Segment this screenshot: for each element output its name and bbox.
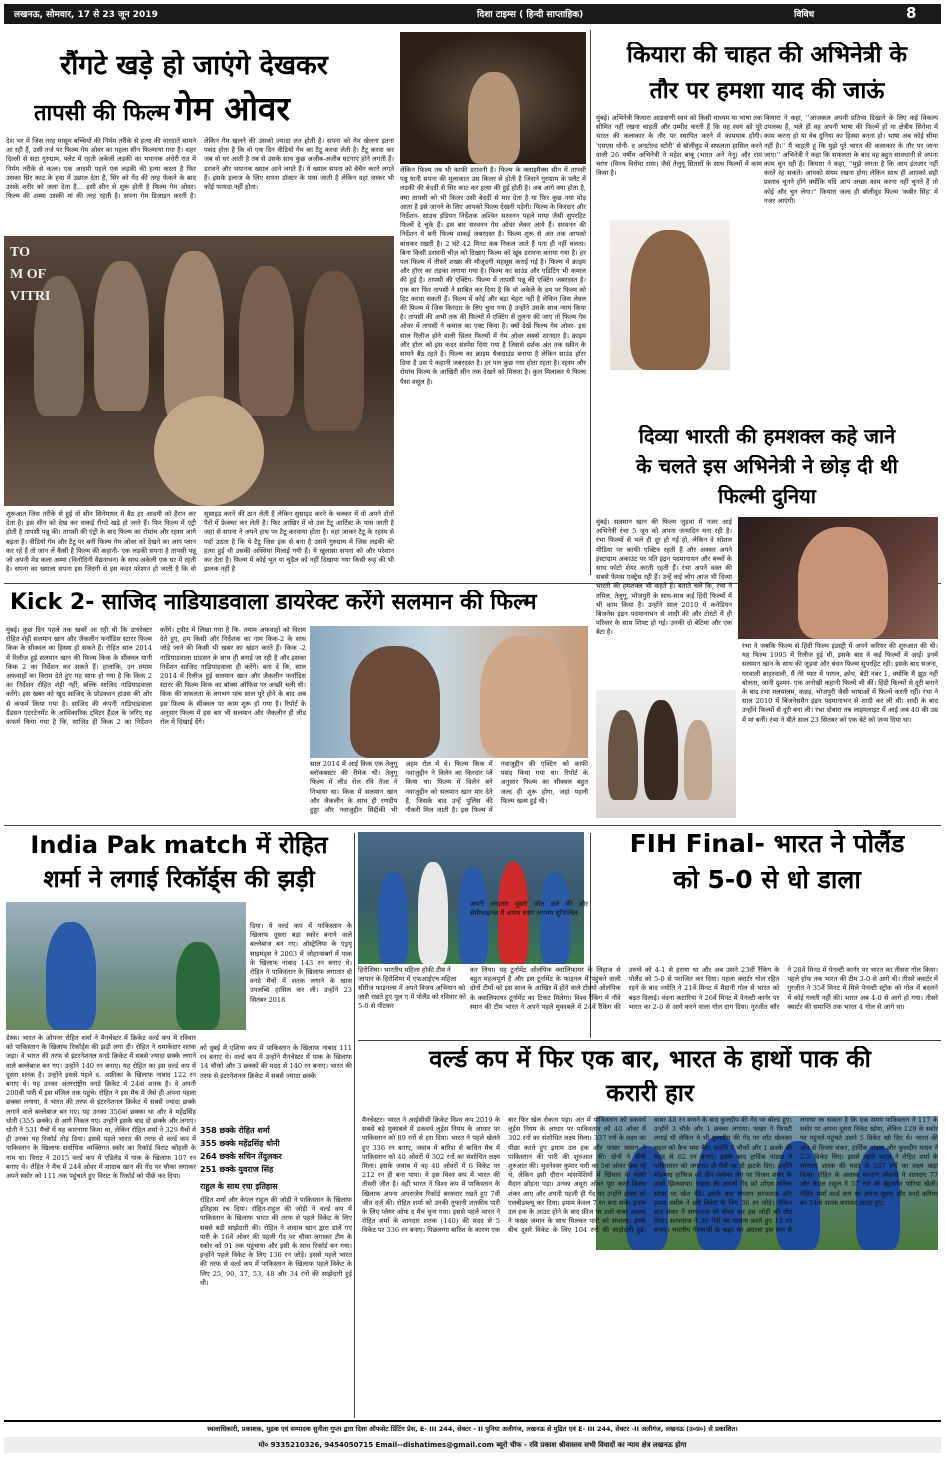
sixes-stat-3: 264 छक्के सचिन तेंदुलकर xyxy=(200,1152,282,1161)
section-rule xyxy=(4,825,941,826)
cast-figure xyxy=(154,396,264,506)
kiara-photo xyxy=(610,220,730,370)
section-name: विविध xyxy=(794,10,815,20)
page-number: 8 xyxy=(906,4,917,22)
sixes-stat-4: 251 छक्के युवराज सिंह xyxy=(200,1165,274,1174)
rambha-headline-2: के चलते इस अभिनेत्री ने छोड़ दी थी xyxy=(636,455,898,478)
rohit-body-side: दिया। ये वर्ल्ड कप में पाकिस्तान के खिलाफ दूसरा बड़ा स्कोर बनाने वाले बल्लेबाज बन गए। ऑस्ट्रेलिया के एंड्रयू साइमंड्स ने 2003 में जोहान्सबर्ग में पाक के खिलाफ नाबाद 143 रन बनाए थे। रोहित ने पाकिस्तान के खिलाफ लगातार दो वनडे मैचों में शतक लगाने के खास उपलब्धि हासिल कर ली। उन्होंने 23 सितंबर 2018 xyxy=(250,922,352,1004)
fih-body: कर लिया। यह टूर्नामेंट ओलंपिक क्वालिफायर के लिहाज से बहुत महत्वपूर्ण है और इस टूर्नामेंट के फाइनल में पहुंचने वाली दोनों टीमों को इस साल के आखिर में होने वाले टोक्यो ओलंपिक के क्वालिफायर टूर्नामेंट का टिकट मिलेगा। विश्व रैंकिंग में नौंवे स्थान की टीम भारत ने अपने पहले मुकाबले में 24वें रैंकिंग की उरुग्वे को 4-1 से हराया था और अब उसने 23वीं रैंकिंग के पोलैंड को 5-0 से पराजित कर दिया। पहला क्वार्टर गोल रहित रहने के बाद ज्योति ने 21वें मिनट में मैदानी गोल से भारत को बढ़त दिलाई। वंदना कटारिया ने 26वें मिनट में पेनल्टी कार्नर पर भारत का 2-0 से आगे करने वाला गोल दाग दिया। गुरजीत कौर ने 28वें मिनट में पेनल्टी कार्नर पर भारत का तीसरा गोल किया। पहले हॉफ तक भारत की टीम 3-0 से आगे थी। तीसरे क्वार्टर में गुरजीत ने 35वें मिनट में मिले पेनल्टी स्ट्रोक को गोल में बदलने में कोई गलती नहीं की। भारत अब 4-0 से आगे हो गया। तीसरे क्वार्टर की समाप्ति तक भारत 4 गोल से आगे था। xyxy=(470,966,938,1011)
player-figure xyxy=(378,872,408,964)
column-rule xyxy=(590,30,591,575)
taapsee-still-photo xyxy=(400,32,586,164)
fih-body-top-left: अपनी लगातार दूसरी जीत दर्ज की और सेमीफाइनल में अपना स्थान लगभग सुनिश्चित xyxy=(470,900,588,918)
rohit-headline-2: शर्मा ने लगाई रिकॉर्ड्स की झड़ी xyxy=(43,866,315,893)
family-figure xyxy=(644,700,678,800)
worldcup-headline-2: करारी हार xyxy=(606,1080,694,1107)
batsman-figure xyxy=(46,922,96,1030)
taapsee-headline-1: रौंगटे खड़े हो जाएंगे देखकर xyxy=(60,50,328,81)
player-figure xyxy=(418,862,448,964)
cast-figure xyxy=(239,266,294,416)
rambha-family-photo xyxy=(596,690,736,818)
actress-figure xyxy=(468,72,520,164)
actress-figure xyxy=(480,636,570,758)
rambha-headline-1: दिव्या भारती की हमशक्ल कहे जाने xyxy=(638,425,896,448)
rambha-body-a: मुंबई। सलमान खान की फिल्म जुड़वां में नजर आई अभिनेत्री रंभा 5 जून को अपना जन्मदिन मना रही है। रंभा फिल्मों से भले ही दूर हो गई हो, लेकिन वे सोशल मीडिया पर काफी एक्टिव रहती हैं और अक्सर अपने इंस्टाग्राम अकाउंट पर पति इंद्रन पदमानाथन और बच्चों के साथ फोटो शेयर करती रहती हैं। रंभा अपने वक्त की सबसे फेमस एक्ट्रेस रही हैं। उन्हें कई लोग आज भी दिव्या भारती की हमशक्ल भी कहते हैं। बताते चलें कि, रंभा ने तमिल, तेलुगू, भोजपुरी के साथ-साथ कई हिंदी फिल्मों में भी काम किया है। उन्होंने साल 2010 में कनेडियन बिजनेस इंद्रन पदमानाभन से शादी की और टोरंटो में ही परिवार के साथ शिफ्ट हो गई। उनकी दो बेटियां और एक बेटा है। xyxy=(596,518,732,637)
rohit-body-mid-2: रोहित शर्मा और केएल राहुल की जोड़ी ने पाकिस्तान के खिलाफ इतिहास रच दिया। रोहित-राहुल की जोड़ी ने वर्ल्ड कप में पाकिस्तान के खिलाफ भारत की तरफ से पहले विकेट के लिए सबसे बड़ी साझेदारी की। रोहित ने शादाब खान द्वारा डाले गए पारी के 16वें ओवर की पहली गेंद पर चौका लगाकर टीम के स्कोर को 91 तक पहुंचाया और इसी के साथ रिकॉर्ड बन गया। इन्होंने पहले विकेट के लिए 136 रन जोड़े। इससे पहले भारत की तरफ से वर्ल्ड कप में पाकिस्तान के खिलाफ पहले विकेट के लिए 25, 90, 37, 53, 48 और 34 रनों की साझेदारी हुई थी। xyxy=(200,1196,352,1287)
issue-date: लखनऊ, सोमवार, 17 से 23 जून 2019 xyxy=(14,10,158,20)
sixes-stat-2: 355 छक्के महेंद्रसिंह धोनी xyxy=(200,1139,280,1148)
paper-name: दिशा टाइम्स ( हिन्दी साप्ताहिक) xyxy=(477,10,584,20)
poster-title-text: TO M OF VITRI xyxy=(10,245,51,304)
kick2-photo xyxy=(310,626,588,758)
rambha-portrait-photo xyxy=(738,517,938,639)
kick2-body-b: साल 2014 में आई किक एक तेलुगू ब्लॉकबस्टर की रीमेक थी। तेलुगू फिल्म में लीड रोल रवि तेजा ने निभाया था। किक में सलमान खान और जैकलीन के साथ ही रणदीप हुड्डा और नवाजुद्दीन सिद्दीकी भी अहम रोल में थे। फिल्म किक में नवाजुद्दीन ने विलेन का किरदार प्ले किया था। फिल्म में विलेन बने नवाजुद्दीन को सलमान खान मार देते हैं, जिसके बाद उन्हें पुलिस की नौकरी मिल जाती है। इस फिल्म में नवाजुद्दीन की एक्टिंग को काफी पसंद किया गया था। रिपोर्ट के अनुसार फिल्म का सीक्वल बहुत जल्द ही शुरू होगा, जहां पहली फिल्म खत्म हुई थी। xyxy=(310,760,588,815)
keeper-figure xyxy=(176,942,220,1030)
masthead xyxy=(4,4,941,24)
fih-caption: हिरोशिमा। भारतीय महिला हॉकी टीम ने जापान के हिरोशिमा में एफआईएच महिला सीरीज फाइनल्स में अपने विजय अभियान को जारी रखते हुए पूल ए में पोलैंड को रविवार को 5-0 से पीटकर xyxy=(358,966,466,1010)
kiara-body-right: कियारा ने कहा, ''आजकल अपनी प्रतिभा दिखाने के लिए कई विकल्प उपलब्ध हैं, भले ही वह अपनी भाषा की फिल्में हों या क्षेत्रीय सिनेमा में काम करना हो या वेब दुनिया का हिस्सा बनना हो। भाषा अब कोई सीमा नहीं है।'' मैं चाहती हूं कि मुझे पूरे भारत की कलाकार के तौर पर जाना जाए।'' अभिनेत्री ने कहा कि सफलता के बाद वह बहुत सावधानी से अपना काम चुन रही हैं। कियारा ने कहा, ''मुझे लगता है कि आप इंतजार नहीं करते रह सकते। आपको संयम रखना होगा लेकिन साथ ही आपको सही प्रस्ताव चुनने होंगे क्योंकि यदि आप अच्छा काम करना नहीं चुनते हैं तो कोई और चुन लेगा।'' कियारा जल्द ही बॉलीवुड फिल्म 'कबीर सिंह' में नजर आएंगी। xyxy=(764,114,938,205)
family-figure xyxy=(608,710,638,800)
rohit-sixes-list xyxy=(200,1124,352,1180)
fih-headline-2: को 5-0 से धो डाला xyxy=(673,866,861,894)
taapsee-headline-2b: गेम ओवर xyxy=(174,90,290,128)
footer-imprint: स्वत्वाधिकारी, प्रकाशक, मुद्रक एवं सम्पादक सुनीता गुप्ता द्वारा दिशा ऑफसेट प्रिंटिंग प्रेस, E- III 244, सेक्टर - II पुनिया अलीगंज, लखनऊ से मुद्रित एवं E- III 244, सेक्टर -II अलीगंज, लखनऊ (उ०प्र०) से प्रकाशित। xyxy=(207,1425,738,1433)
cast-figure xyxy=(94,261,149,411)
kick2-body-a: मुंबई। कुछ दिन पहले तक खबरें आ रही थी कि डायरेक्टर रोहित शेट्टी सलमान खान और जैकलीन फर्नांडिस स्टारर फिल्म किक के सीक्वल का हिस्सा हो सकते हैं। रोहित साल 2014 में रिलीज हुई सलमान खान की फिल्म किक के सीक्वल यानी किक 2 का निर्देशन कर सकते हैं। हालांकि, उन तमाम अफवाहों का विराम देते हुए यह साफ हो गया है कि किक 2 का निर्देशन रोहित शेट्टी नहीं, बल्कि साजिद नाडियाडवाला करेंगे। इस खबर को खुद साजिद के प्रोडक्शन हाउस की ओर से कंफर्म किया गया है। साजिद की कंपनी नाडियाडवाला ग्रैंडसन एंटरटेनमेंट के आधिकारिक ट्विटर हैंडल के जरिए यह कंफर्म किया गया है कि, साजिद ही किक 2 का निर्देशन करेंगे। ट्वीट में लिखा गया है कि- तमाम अफवाहों को विराम देते हुए, हम किसी और निर्देशक का नाम किक-2 के साथ जोड़े जाने की किसी भी खबर का खंडन करते हैं। किक -2 नाडियाडवाला ग्रांडसन के साथ ही बनाई जा रही है और इसका निर्देशन साजिद नाडियाडवाला ही करेंगे। बता दें कि, साल 2014 में रिलीज हुई सलमान खान और जैकलीन फर्नांडिस स्टारर की फिल्म किक का बॉक्स ऑफिस पर अच्छी चली थी। किक की सफलता के लगभग पांच साल पूरे होने के बाद अब इस फिल्म के सीक्वल पर काम शुरू हो गया है। रिपोर्ट के अनुसार फिल्म में इस बार भी सलमान और जैकलीन ही लीड रोल में दिखाई देंगे। xyxy=(6,626,306,727)
taapsee-body-right: लेकिन फिल्म तब भी काफी डरावनी है। फिल्म के क्लाइमैक्स सीन में तापसी पन्नू यानी सपना की मुलाकात उस किलर से होती है जिसने गुरुग्राम के फ्लैट में लड़की की बेदर्दी से सिर काट कर हत्या की हुई होती है। अब आगे क्या होता है, क्या तापसी को भी किलर उसी बेदर्दी से मार देता है या फिर कुछ नया मोड़ आता है इसे जानने के लिए आपको फिल्म देखनी पड़ेगी। फिल्म के किरदार और निर्देशन- साउथ इंडियन निर्देशक अश्विन सरवनन पहले माया जैसी सुपरहिट फिल्में दे चुके हैं। इस बार सरवनन गेम ओवर लेकर आये हैं। सरवनन की निर्देशन में बनी फिल्म वाकई जबरदस्त है। फिल्म शुरू से अंत तक आपको बांधकर रखती है। 2 घंटे 42 मिनट कब निकल जाते हैं पता ही नहीं चलता। बिना किसी डरावनी चीज़ को दिखाए फिल्म को खूब डरावना बनाया गया है। हर पल फिल्म में तीसरे शख्स की मौजूदगी महसूस कराई गई है। फिल्म में क्राइम और हॉरर का तड़का लगाया गया है। फिल्म का साउंड और एडिटिंग भी कमाल की हुई है। तापसी की एक्टिंग- फिल्म में तापसी पन्नू की एक्टिंग जबरदस्त है। एक बार फिर तापसी ने साबित कर दिया है कि वो अकेले के दम पर फिल्म को हिट करवा सकती हैं। फिल्म में कोई और बड़ा चेहरा नहीं है लेकिन जिस लेवल की फिल्म में जिस किरदार के लिए चुना गया है उन्होंने उसके साथ न्याय किया है। तापसी की अभी तक की फिल्मों में एक्टिंग से तुलना की जाए तो फिल्म गेम ओवर में तापसी ने कमाल का एक्ट किया है। क्यों देखें फिल्म गेम ओवर- इस साल रिलीज होने वाली थ्रिलर फिल्मों में गेम ओवर सबसे शानदार है। क्राइम और हॉरर को इस कदर संस्पेंस दिया गया है जिससे दर्शक अंत तक स्क्रीन के सामने बैठ रहते हैं। फिल्म का क्राइम थैकग्राउंड बनाया है लेकिन साउंड हॉरर दिया है उस पे कहानी जबरदस्त है। हर पल कुछ नया होता रहता है। रहस्य और रोमांच फिल्म के आखिरी सीन तक देखने को मिलता है। कुल मिलाकर ये फिल्म पैसा वसूल है। xyxy=(400,166,586,386)
taapsee-body-bottom: शुरूआत जिस तरीके से हुई वो सीन सिनेमाघर में बैठ हर आदमी को हैरान कर देता है। इस सीन को देख कर वाकई रौंगटे खड़े हो जाते हैं। फिर फिल्म में एंट्री होती है तापसी पन्नू की। तापसी की एंट्री के बाद फिल्म का रोमांच और रहस्य आगे बढ़ता है। वीडियो गेम और टैटू पर बनी फिल्म गेम ओवर को देखने का आप प्लान कर रहे हैं तो जान लें कैसी है फिल्म की कहानी- एक लड़की सपना है तापसी पन्नू जो अपनी मेड कला अम्मा (विनोदिनी वैद्यनाथन) के साथ अकेली एक घर में रहती है। सपना का ख्याला सपना इस जिंदगी से इस कदर परेशान हो जाती है कि वो सुसाइड करने की ठान लेती है लेकिन सुसाइड करने के चक्कर में वो अपने दोनों पैरों में फ्रेक्चर कर लेती है। फिर आखिर में वो उस टैटू आर्टिस्ट के पास जाती है जहां से सपना ने अपने हाथ पर टैटू करवाया होता है। वहां जाकर टैटू के रहस्य से पर्दा उठता है कि ये टैटू जिस इंक से बना है उसमें गुरुग्राम में जिस लड़की की हत्या हुई थी उसकी अस्थियां मिलाई गयी हैं। ये खुलासा सपना को और परेशान कर देता है। फिल्म में कोई भूत या चुड़ैल को नहीं दिखाया गया किसी रूह की भी झलक नहीं है xyxy=(6,510,394,574)
taapsee-headline-2 xyxy=(34,90,364,132)
rambha-body-b: रंभा ने जबकि फिल्म से हिंदी फिल्म इंडस्ट्री में अपने करियर की शुरुआत की थी। यह फिल्म 1995 में रिलीज हुई थी, इसके बाद वे कई फिल्मों में आईं। इनमें सलमान खान के साथ की जुड़वां और बंधन फिल्म सुपरहिट रही। इसके बाद सजना, घरवाली बाहरवाली, मैं तेरे प्यार में पागल, क्रोध, बेटी नंबर 1, क्योंकि मैं झूठ नहीं बोलता, जानी दुश्मन- एक अनोखी कहानी फिल्में भी कीं। हिंदी फिल्मों से दूरी बनाने के बाद रंभा मलयालम, कन्नड़, भोजपुरी जैसी भाषाओं में फिल्में करती रहीं। रंभा ने साल 2010 में बिजनेसमैन इंद्रन पदमानाभन से शादी कर ली थी। शादी के बाद उन्होंने फिल्मों से दूरी बना ली। रंभा दोबारा तब लाइमलाइट में आई जब 40 की उम्र में मां बनीं। रंभा ने बीते साल 23 सितंबर को एक बेटे को जन्म दिया था। xyxy=(742,642,938,724)
worldcup-headline-1: वर्ल्ड कप में फिर एक बार, भारत के हाथों पाक की xyxy=(429,1046,871,1073)
actress-figure xyxy=(630,230,710,370)
cast-figure xyxy=(304,271,364,431)
family-figure xyxy=(684,720,712,800)
worldcup-body: मैनचेस्टर। भारत ने आईसीसी क्रिकेट विश्व कप 2019 के सबसे बड़े मुकाबले में डकवर्थ लुईस नियम के आधार पर पाकिस्तान को 89 रनों से हरा दिया। भारत ने पहले खेलते हुए 336 रन बनाए, जवाब में बारिश से बाधित मैच में पाकिस्तान को 40 ओवरों में 302 रनों का संशोधित लक्ष्य मिला। इसके जवाब में वह 40 ओवरों में 6 विकेट पर 212 रन ही बना पाया। ये इस विश्व कप में भारत की तीसरी जीत है। वहीं भारत ने विश्व कप में पाकिस्तान के खिलाफ अपना अपराजेय रिकॉर्ड बरकरार रखते हुए 7वीं जीत दर्ज की। रोहित शर्मा को उनकी तूफानी शतकीय पारी के लिए प्लेयर ऑफ द मैच चुना गया। इससे पहले भारत ने रोहित शर्मा के शानदार शतक (140) की मदद से 5 विकेट पर 336 रन बनाए। पिछलग्गा बारिश के कारण एक बार फिर खेल रोकना पड़ा। अंत में पाकिस्तान को डकवर्थ लुईस नियम के आधार पर पाकिस्तान को 40 ओवर में 302 रनों का संशोधित लक्ष्य मिला। 337 रनों के लक्ष्य का पीछा करते हुए इमाम उल हक और फखर जमान ने पाकिस्तान की पारी की शुरुआत की। दोनों ने धीमी शुरुआत की। भुवनेश्वर कुमार पारी का 5वां ओवर फेंक रहे थे, लेकिन इसी दौरान मांसपेशियों में खिंचाव के चलते मैदान छोड़ना पड़ा। उनका अधूरा ओवर पूरा करने विजय शंकर आए और अपनी पहली ही गेंद पर उन्होंने इमाम को एलबीडब्ल्यू कर दिया। इमाम केवल 7 रन बना सके। इमाम उल हक के आउट होने के बाद फ्रीज पर उतरे बाबर आजम ने फखर जमान के साथ मिलकर पारी को संभाला। इनके बीच दूसरे विकेट के लिए 104 रनों की साझेदारी हुई। बाबर 48 रन बनाने के बाद कुलदीप की गेंद पर बोल्ड हुए। उन्होंने 3 चौके और 1 छक्का लगाया। फखर ने फिफ्टी लगाई थी लेकिन वे भी कुलदीप की गेंद पर शॉट खेलकर चहल को कैच थमा बैठे। उन्होंने 7 चौकों और 1 छक्के की मदद से 62 रन बनाए। इसके बाद हार्दिक पांड्या ने पाकिस्तान को लगातार दो गेंदों पर दो झटके दिए। उन्होंने मोहम्मद हाफिज को डीप स्क्वेयर लेग पर विजय शंकर के हाथों झिलवाया। पांड्या की अगली गेंद को शोएब मलिक स्टंप्स पर खेल बैठे। इसके बाद कप्तान सरफराज और इमाद वसीम ने छठे विकेट के लिए 36 रन जोड़े। लेकिन बाद शंकर ने सरफराज को बोल्ड कर इस जोड़ी को तोड़ दिया। सरफराज ने 30 गेंदों का सामना करते हुए 12 रन बनाए। भारतीय गेंदबाजों के कहर का अंदाजा इस बात से लगाया जा सकता है कि एक समय पाकिस्तान ने 117 के स्कोर पर अपना दूसरा विकेट खोया, लेकिन 129 के स्कोर पर पहुंचते-पहुंचते उसने 5 विकेट खो दिए थे। भारत की ओर से विजय शंकर, हार्दिक पांड्या और कुलदीप यादव ने 2-2 विकेट लिए। इससे पहले भारत ने रोहित शर्मा के शानदार शतक की मदद से 337 रनों का लक्ष्य खड़ा किया। रोहित के अलावा कप्तान कोहली ने शानदार 77 और केएल राहुल ने 57 रनों की बेहतरीन पारियां खेलीं। रोहित शर्मा वर्ल्ड कप का अपना दूसरा और वनडे करियर का 24वां शतक बनाकर आउट हुए। xyxy=(362,1116,938,1235)
kick2-headline: Kick 2- साजिद नाडियाडवाला डायरेक्ट करेंगे सलमान की फिल्म xyxy=(10,590,537,615)
fih-headline-1: FIH Final- भारत ने पोलैंड xyxy=(629,830,905,858)
actor-figure xyxy=(350,646,440,758)
footer-contact: मो० 9335210326, 9454050715 Email--dishatimes@gmail.com ब्यूरो चीफ - रवि प्रकाश श्रीवास्तव सभी विवादों का न्याय क्षेत्र लखनऊ होगा xyxy=(4,1437,941,1453)
kiara-headline-2: तौर पर हमशा याद की जाऊं xyxy=(649,78,885,104)
game-over-poster xyxy=(4,236,394,506)
column-rule xyxy=(354,833,355,1418)
rohit-body-left: डेस्क। भारत के ओपनर रोहित शर्मा ने मैनचेस्टर में क्रिकेट वर्ल्ड कप में रविवार को पाकिस्तान के खिलाफ रिकॉर्ड्स की झड़ी लगा दी। रोहित ने धमाकेदार शतक जड़ा। वे भारत की तरफ से इंटरनेशनल वनडे क्रिकेट में सबसे ज्यादा छक्के लगाने वाले बल्लेबाज बन गए। उन्होंने 140 रन बनाए। यह रोहित का इस वर्ल्ड कप में दूसरा शतक है। उन्होंने इससे पहले द. अफ्रीका के खिलाफ नाबाद 122 रन बनाए थे। यह उनका अंतरराष्ट्रीय वनडे क्रिकेट में 24वां शतक है। वे अपनी 200वीं पारी में इस मंजिल तक पहुंचे। रोहित ने इस मैच में जैसे ही अपना पहला छक्का लगाया, वे भारत की तरफ से इंटरनेशनल क्रिकेट में सबसे ज्यादा छक्के लगाने वाले बल्लेबाज बन गए। यह उनका 356वां छक्का था और वे महेंद्रसिंह धोनी (355 छक्के) से आगे निकल गए। उन्होंने इसके बाद दो छक्के और लगाए। धोनी ने 531 मैचों में यह कारनामा किया था, लेकिन रोहित शर्मा ने 329 मैचों में ही उनका यह रिकॉर्ड तोड़ दिया। इससे पहले भारत की तरफ से वर्ल्ड कप में पाकिस्तान के खिलाफ सर्वाधिक व्यक्तिगत स्कोर का रिकॉर्ड विराट कोहली के नाम था। विराट ने 2015 वर्ल्ड कप में एडिलेड में पाक के खिलाफ 107 रन बनाए थे। रोहित ने मैच में 24वें ओवर में शादाब खान की गेंद पर चौका लगाकर अपने स्कोर को 111 तक पहुंचाते हुए विराट के रिकॉर्ड को पीछे कर दिया। xyxy=(6,1034,196,1181)
actress-figure xyxy=(798,527,888,639)
section-rule xyxy=(358,1040,941,1041)
taapsee-body-top: देश भर में जिस तरह मासूम बच्चियों की निर्मम तरीके से हत्या की वारदातें सामने आ रही हैं, उसी तर्ज पर फिल्म गेम ओवर का पहला सीन फिल्माया गया है। शहर दिल्ली से सटा गुरुग्राम, फ्लेट में रहती अकेली लड़की का भयानक अंधेरी रात में निर्मम तरीके से कत्ल। एक आदमी पहले एक लड़की की हत्या करता है फिर उसका सिर काट के हवा में उछाल देता है, सिर को गेंद की तरह फेंकने के बाद उसके शरीर को जला देता है… इसी सीन से शुरू होती है फिल्म गेम ओवर। फिल्म की अम्मा उसकी मां की तरह रहती है। सपना गेम डिजाइन करती है। लेकिन गेम खलने की उसको ज्यादा लत होती है। सपना को गेम खेलना इतना पसंद होता है कि वो एक दिन वीडियो गेम का टैटू करवा लेती है। टैटू करवा कर जब वो घर आती है तब से उसके साथ कुछ अजीब-अजीब घटनाएं होने लगती हैं। डरावने और भयानक ख्याल आने लगते हैं। ये ख्याल सपना को बेचैन करने लगते हैं। इसके इलाज के लिए सपना डॉक्टर के पास जाती है लेकिन वहां जाकर भी कोई फायदा नहीं होता। xyxy=(6,137,394,201)
sixes-stat-1: 358 छक्के रोहित शर्मा xyxy=(200,1126,270,1135)
rohit-batting-photo xyxy=(6,902,246,1030)
rohit-headline-1: India Pak match में रोहित xyxy=(30,832,328,859)
taapsee-headline-2a: तापसी की फिल्म xyxy=(34,101,170,126)
rohit-body-mid-1: को दुबई में एशिया कप में पाकिस्तान के खिलाफ नाबाद 111 रन बनाए थे। वर्ल्ड कप में उन्होंने मैनचेस्टर में पाक के खिलाफ 14 चौकों और 3 छक्कों की मदद से 140 रन बनाए। भारत की तरफ से इंटरनेशनल क्रिकेट में सबसे ज्यादा छक्के xyxy=(200,1044,352,1080)
footer xyxy=(4,1420,941,1457)
kiara-headline-1: कियारा की चाहत की अभिनेत्री के xyxy=(626,42,908,68)
kiara-body-left: मुंबई। अभिनेत्री कियारा आडवाणी स्वयं को किसी माध्यम या भाषा तक सीमित नहीं रखना चाहतीं और उम्मीद करती हैं कि वह स्वयं को पूरे भारत की कलाकार के तौर पर स्थापित करने में कामयाब होंगी। 'एमएस धोनी- द अनटोल्ड स्टोरी' से बॉलीवुड में सफलता हासिल करने वाली 26 वर्षीय अभिनेत्री ने महेश बाबू (भारत अने नेनू) और राम चरण (विनय विधेया रामा) जैसे तेलुगू सितारों के साथ फिल्मों में काम किया है। xyxy=(596,114,762,178)
rambha-headline-3: फिल्मी दुनिया xyxy=(718,485,816,508)
rohit-subhead: राहुल के साथ रचा इतिहास xyxy=(200,1182,278,1191)
